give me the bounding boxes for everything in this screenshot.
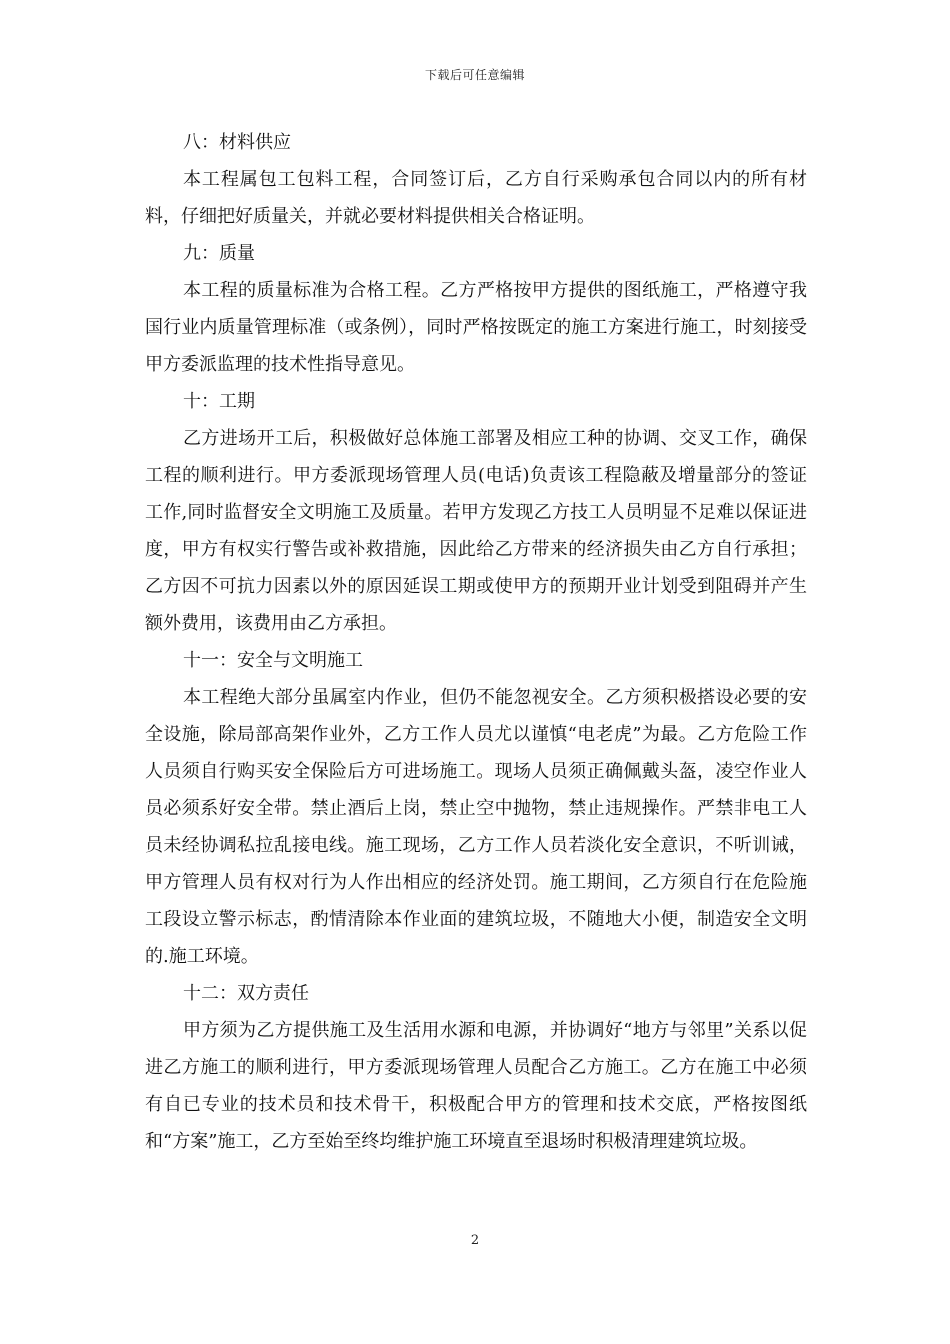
page-number: 2 (470, 1233, 480, 1248)
document-body (145, 124, 807, 1160)
section-paragraph: 本工程属包工包料工程，合同签订后，乙方自行采购承包合同以内的所有材料，仔细把好质量关，并就必要材料提供相关合格证明。 (145, 169, 807, 227)
section-heading: 十二：双方责任 (183, 983, 309, 1004)
section-heading: 八：材料供应 (183, 132, 291, 153)
section-safety (145, 642, 807, 975)
section-quality (145, 235, 807, 383)
section-paragraph: 本工程的质量标准为合格工程。乙方严格按甲方提供的图纸施工，严格遵守我国行业内质量管理标准（或条例），同时严格按既定的施工方案进行施工，时刻接受甲方委派监理的技术性指导意见。 (145, 280, 807, 375)
section-paragraph: 本工程绝大部分虽属室内作业，但仍不能忽视安全。乙方须积极搭设必要的安全设施，除局部高架作业外，乙方工作人员尤以谨慎“电老虎”为最。乙方危险工作人员须自行购买安全保险后方可进场施工。现场人员须正确佩戴头盔，凌空作业人员必须系好安全带。禁止酒后上岗，禁止空中抛物，禁止违规操作。严禁非电工人员未经协调私拉乱接电线。施工现场，乙方工作人员若淡化安全意识，不听训诫，甲方管理人员有权对行为人作出相应的经济处罚。施工期间，乙方须自行在危险施工段设立警示标志，酌情清除本作业面的建筑垃圾，不随地大小便，制造安全文明的.施工环境。 (145, 687, 807, 967)
section-paragraph: 乙方进场开工后，积极做好总体施工部署及相应工种的协调、交叉工作，确保工程的顺利进行。甲方委派现场管理人员(电话)负责该工程隐蔽及增量部分的签证工作,同时监督安全文明施工及质量。若甲方发现乙方技工人员明显不足难以保证进度，甲方有权实行警告或补救措施，因此给乙方带来的经济损失由乙方自行承担；乙方因不可抗力因素以外的原因延误工期或使甲方的预期开业计划受到阻碍并产生额外费用，该费用由乙方承担。 (145, 428, 807, 634)
section-schedule (145, 383, 807, 642)
section-heading: 十一：安全与文明施工 (183, 650, 363, 671)
section-heading: 十：工期 (183, 391, 255, 412)
section-paragraph: 甲方须为乙方提供施工及生活用水源和电源，并协调好“地方与邻里”关系以促进乙方施工的顺利进行，甲方委派现场管理人员配合乙方施工。乙方在施工中必须有自已专业的技术员和技术骨干，积极配合甲方的管理和技术交底，严格按图纸和“方案”施工，乙方至始至终均维护施工环境直至退场时积极清理建筑垃圾。 (145, 1020, 807, 1152)
page-header-note: 下载后可任意编辑 (424, 68, 525, 82)
section-responsibilities (145, 975, 807, 1160)
section-heading: 九：质量 (183, 243, 255, 264)
section-materials (145, 124, 807, 235)
